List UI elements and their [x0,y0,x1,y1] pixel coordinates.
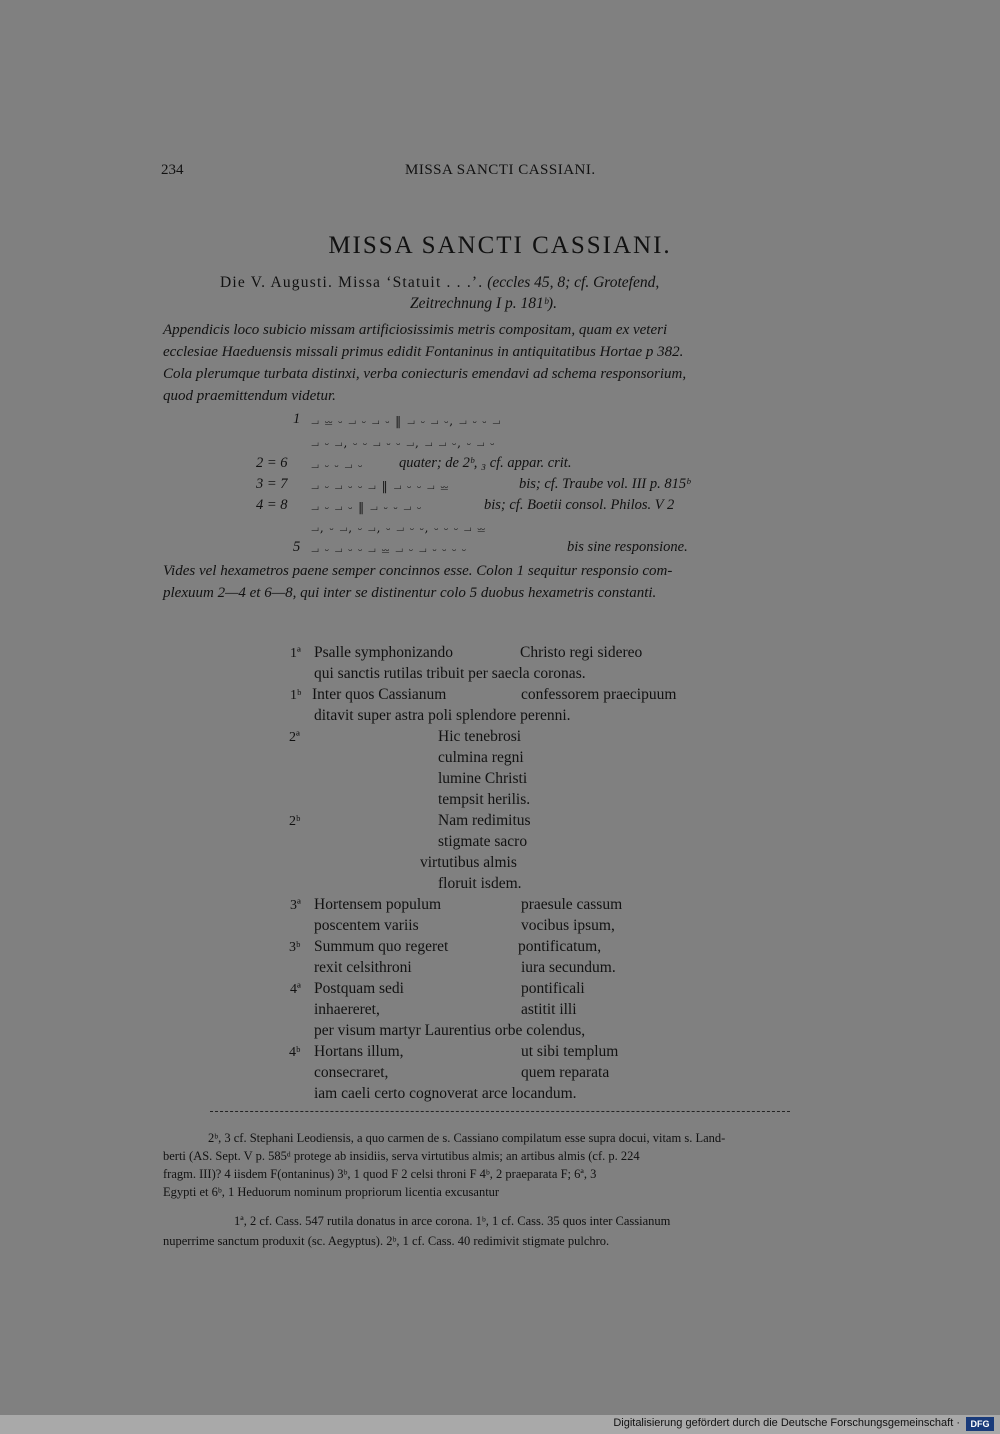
stanza-number: 4ª [290,982,301,997]
poem-verse: Hortensem populum [314,896,441,913]
poem-verse-response: Christo regi sidereo [520,644,643,661]
subtitle-feast: Die V. Augusti. Missa ‘Statuit . . .’. [220,274,484,291]
intro-line: ecclesiae Haeduensis missali primus edidit Fontaninus in antiquitatibus Hortae p 382. [163,344,684,360]
conclusion-line: plexuum 2—4 et 6—8, qui inter se distinentur colo 5 duobus hexametris constanti. [163,585,657,601]
poem-verse-response: ut sibi templum [521,1043,619,1060]
poem-verse: floruit isdem. [438,875,522,892]
poem-verse: rexit celsithroni [314,959,412,976]
footnote-line: 2ᵇ, 3 cf. Stephani Leodiensis, a quo carmen de s. Cassiano compilatum esse supra docui, vitam s. Land- [208,1131,726,1145]
poem-verse: lumine Christi [438,770,528,787]
scheme-label: 5 [293,539,301,555]
running-title: MISSA SANCTI CASSIANI. [405,162,596,178]
footnote-divider [210,1111,790,1112]
scheme-meter: ⏗ ⏕ ⏑ ⏗ ⏑ ⏗ ⏑ ‖ ⏗ ⏑ ⏗ ⏑, ⏗ ⏑ ⏑ ⏗ [311,414,502,428]
poem-verse: Nam redimitus [438,812,531,829]
scheme-text: bis sine responsione. [567,539,688,555]
page-number: 234 [161,162,184,178]
poem-verse: stigmate sacro [438,833,528,850]
scheme-meter: ⏗ ⏑ ⏗ ⏑ ⏑ ⏗ ‖ ⏗ ⏑ ⏑ ⏗ ⏕ [311,479,450,493]
subtitle-reference: (eccles 45, 8; cf. Grotefend, [483,274,660,291]
scheme-label: 2 = 6 [256,455,288,471]
scheme-meter: ⏗ ⏑ ⏗, ⏑ ⏑ ⏗ ⏑ ⏑ ⏗, ⏗ ⏗ ⏑, ⏑ ⏗ ⏑ [311,436,496,450]
intro-line: Cola plerumque turbata distinxi, verba coniecturis emendavi ad schema responsorium, [163,366,687,382]
poem-verse-response: pontificatum, [518,938,602,955]
poem-verse-response: astitit illi [521,1001,577,1018]
scheme-text: bis; cf. Traube vol. III p. 815ᵇ [519,476,691,492]
stanza-number: 3ᵇ [289,940,301,955]
poem-verse-response: pontificali [521,980,585,997]
scheme-meter: ⏗, ⏑ ⏗, ⏑ ⏗, ⏑ ⏗ ⏑ ⏑, ⏑ ⏑ ⏑ ⏗ ⏕ [311,521,487,535]
stanza-number: 1ᵇ [290,688,302,703]
poem-verse: poscentem variis [314,917,419,934]
footnote-line: berti (AS. Sept. V p. 585ᵈ protege ab insidiis, serva virtutibus almis; an artibus almis (cf. p. 224 [163,1149,640,1163]
footnote-line: fragm. III)? 4 iisdem F(ontaninus) 3ᵇ, 1 quod F 2 celsi throni F 4ᵇ, 2 praeparata F; 6ª, 3 [163,1167,597,1181]
subtitle-line-1 [220,274,659,292]
scheme-meter: ⏗ ⏑ ⏑ ⏗ ⏑ [311,458,364,472]
poem-verse-response: quem reparata [521,1064,610,1081]
poem-verse: qui sanctis rutilas tribuit per saecla coronas. [314,665,586,682]
poem-verse: Postquam sedi [314,980,404,997]
poem-verse: Psalle symphonizando [314,644,454,661]
poem-verse: Hortans illum, [314,1043,404,1060]
stanza-number: 4ᵇ [289,1045,301,1060]
poem-verse: virtutibus almis [420,854,517,871]
footnote-line: 1ª, 2 cf. Cass. 547 rutila donatus in arce corona. 1ᵇ, 1 cf. Cass. 35 quos inter Cassianum [234,1214,671,1228]
poem-verse: ditavit super astra poli splendore perenni. [314,707,571,724]
poem-verse: per visum martyr Laurentius orbe colendus, [314,1022,586,1039]
scheme-meter: ⏗ ⏑ ⏗ ⏑ ⏑ ⏗ ⏕ ⏗ ⏑ ⏗ ⏑ ⏑ ⏑ ⏑ [311,542,467,556]
funding-notice: Digitalisierung gefördert durch die Deutsche Forschungsgemeinschaft · [613,1417,960,1429]
poem-verse: consecraret, [314,1064,389,1081]
intro-line: Appendicis loco subicio missam artificiosissimis metris compositam, quam ex veteri [163,322,668,338]
poem-verse-response: iura secundum. [521,959,616,976]
poem-verse: Summum quo regeret [314,938,449,955]
footnote-line: nuperrime sanctum produxit (sc. Aegyptus). 2ᵇ, 1 cf. Cass. 40 redimivit stigmate pulchro. [163,1234,610,1248]
poem-verse-response: confessorem praecipuum [521,686,677,703]
page-title: MISSA SANCTI CASSIANI. [328,232,672,259]
poem-verse: Hic tenebrosi [438,728,522,745]
stanza-number: 1ª [290,646,301,661]
stanza-number: 2ª [289,730,300,745]
poem-verse: Inter quos Cassianum [312,686,447,703]
conclusion-line: Vides vel hexametros paene semper concinnos esse. Colon 1 sequitur responsio com- [163,563,673,579]
footnote-line: Egypti et 6ᵇ, 1 Heduorum nominum propriorum licentia excusantur [163,1185,500,1199]
poem-verse: tempsit herilis. [438,791,531,808]
scheme-meter: ⏗ ⏑ ⏗ ⏑ ‖ ⏗ ⏑ ⏑ ⏗ ⏑ [311,500,422,514]
poem-verse-response: praesule cassum [521,896,623,913]
intro-line: quod praemittendum videtur. [163,388,336,404]
dfg-logo[interactable]: DFG [966,1417,994,1431]
poem-verse: culmina regni [438,749,524,766]
scheme-label: 1 [293,411,301,427]
scheme-text: quater; de 2ᵇ, ₃ cf. appar. crit. [399,455,572,471]
poem-verse: iam caeli certo cognoverat arce locandum. [314,1085,577,1102]
poem-verse: inhaereret, [314,1001,380,1018]
scheme-label: 4 = 8 [256,497,288,513]
scheme-text: bis; cf. Boetii consol. Philos. V 2 [484,497,675,513]
stanza-number: 3ª [290,898,301,913]
poem-verse-response: vocibus ipsum, [521,917,615,934]
scheme-label: 3 = 7 [256,476,288,492]
stanza-number: 2ᵇ [289,814,301,829]
subtitle-line-2: Zeitrechnung I p. 181ᵇ). [410,295,557,312]
